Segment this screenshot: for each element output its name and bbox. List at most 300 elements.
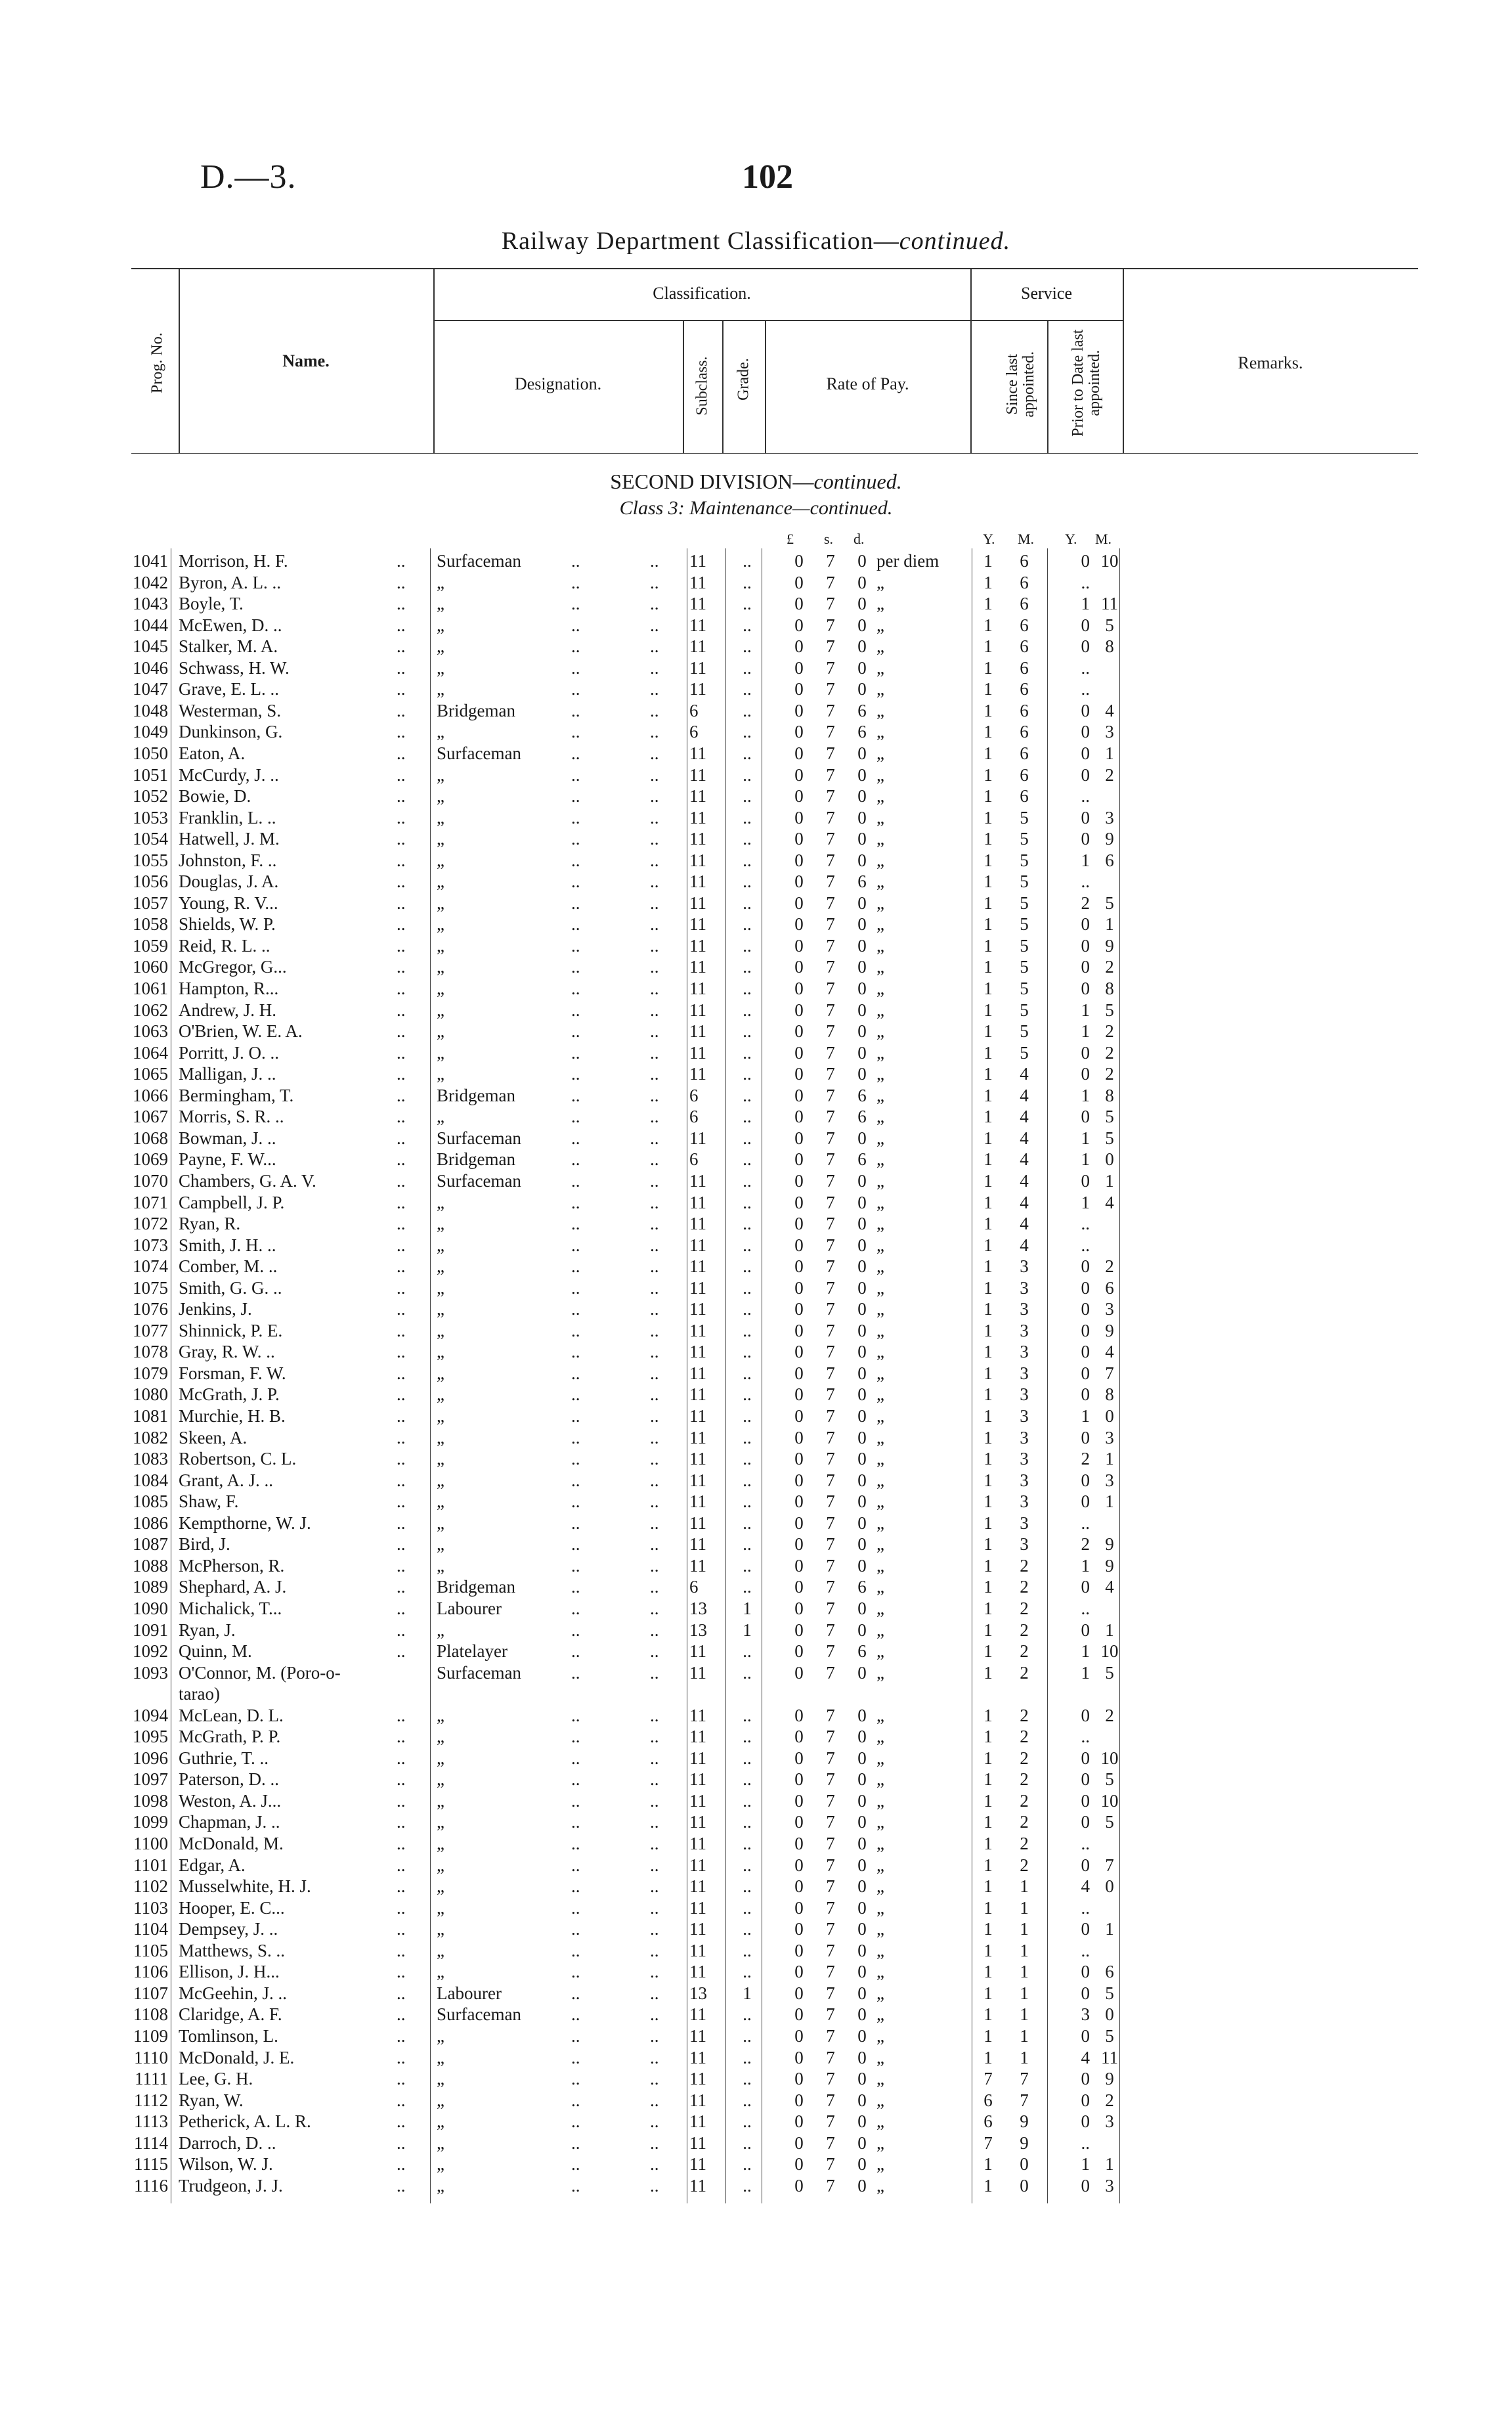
subclass: 6 [689, 1577, 699, 1597]
pay-pence: 0 [857, 2069, 867, 2089]
service-months-since: 4 [1020, 1214, 1029, 1234]
grade: .. [743, 1000, 752, 1020]
service-months-prior: 2 [1105, 2090, 1114, 2110]
leader-dots: .. [650, 1256, 659, 1277]
service-months-since: 3 [1020, 1491, 1029, 1512]
employee-name: Jenkins, J. [179, 1299, 252, 1319]
leader-dots: .. [571, 1790, 580, 1811]
prog-no: 1103 [133, 1897, 168, 1918]
prog-no: 1110 [134, 2047, 168, 2067]
grade: .. [743, 1170, 752, 1191]
subclass: 11 [689, 1064, 706, 1084]
service-months-prior: 9 [1105, 1555, 1114, 1576]
pay-pounds: 0 [794, 1170, 804, 1191]
table-row [0, 1576, 1512, 1597]
leader-dots: .. [397, 1235, 406, 1255]
employee-name: Petherick, A. L. R. [179, 2111, 311, 2132]
leader-dots: .. [650, 1406, 659, 1426]
grade: .. [743, 1577, 752, 1597]
service-years-prior: 0 [1081, 1919, 1090, 1939]
service-months-prior: 5 [1105, 1983, 1114, 2003]
pay-pounds: 0 [794, 1406, 804, 1426]
leader-dots: .. [397, 551, 406, 571]
designation: „ [437, 1555, 444, 1576]
leader-dots: .. [397, 1620, 406, 1640]
service-months-prior: 8 [1105, 979, 1114, 998]
employee-name: Kempthorne, W. J. [179, 1512, 311, 1533]
leader-dots: .. [397, 979, 406, 998]
prog-no: 1094 [133, 1705, 168, 1725]
pay-pounds: 0 [794, 2090, 804, 2110]
pay-period: „ [876, 2025, 884, 2046]
table-row [0, 1363, 1512, 1384]
prog-no: 1062 [133, 1000, 168, 1020]
service-years-prior: .. [1081, 1834, 1090, 1853]
service-months-prior: 10 [1100, 1790, 1119, 1811]
prog-no: 1083 [133, 1449, 168, 1469]
pay-pounds: 0 [794, 1277, 804, 1298]
pay-pounds: 0 [794, 2175, 804, 2196]
prog-no: 1049 [133, 722, 168, 742]
leader-dots: .. [397, 2047, 406, 2067]
service-years-since: 1 [983, 2025, 993, 2046]
designation: „ [437, 636, 444, 657]
service-months-since: 2 [1020, 1855, 1029, 1875]
subclass: 11 [689, 1876, 706, 1897]
leader-dots: .. [571, 1662, 580, 1683]
pay-shillings: 7 [826, 1512, 835, 1533]
service-years-prior: 0 [1081, 1363, 1090, 1383]
pay-pence: 0 [857, 914, 867, 935]
subclass: 11 [689, 1449, 706, 1469]
prog-no: 1095 [133, 1727, 168, 1747]
leader-dots: .. [571, 1962, 580, 1982]
grade: .. [743, 1662, 752, 1683]
leader-dots: .. [571, 1727, 580, 1747]
leader-dots: .. [650, 1834, 659, 1853]
service-years-prior: 0 [1081, 615, 1090, 635]
service-years-prior: 0 [1081, 1320, 1090, 1340]
service-months-prior: 2 [1105, 1064, 1114, 1084]
prog-no: 1079 [133, 1363, 168, 1383]
leader-dots: .. [571, 1705, 580, 1725]
pay-period: „ [876, 2069, 884, 2089]
designation: Labourer [437, 1983, 502, 2003]
table-row [0, 1149, 1512, 1170]
pay-period: „ [876, 1149, 884, 1170]
pay-pence: 0 [857, 1363, 867, 1383]
service-months-prior: 4 [1105, 1192, 1114, 1212]
leader-dots: .. [571, 1320, 580, 1340]
leader-dots: .. [397, 807, 406, 828]
pay-pence: 0 [857, 935, 867, 956]
leader-dots: .. [397, 1897, 406, 1918]
designation: „ [437, 1406, 444, 1426]
pay-pence: 0 [857, 807, 867, 828]
prog-no: 1104 [133, 1919, 168, 1939]
leader-dots: .. [397, 1512, 406, 1533]
table-row [0, 2025, 1512, 2046]
prog-no: 1069 [133, 1149, 168, 1170]
pay-period: „ [876, 893, 884, 913]
service-years-since: 1 [983, 1299, 993, 1319]
service-months-prior: 0 [1105, 2004, 1114, 2025]
pay-shillings: 7 [826, 872, 835, 892]
service-months-since: 5 [1020, 935, 1029, 956]
pay-shillings: 7 [826, 636, 835, 657]
grade: .. [743, 2111, 752, 2132]
service-months-prior: 4 [1105, 1342, 1114, 1362]
leader-dots: .. [650, 1149, 659, 1170]
employee-name: Grave, E. L. .. [179, 679, 279, 699]
service-years-prior: .. [1081, 1512, 1090, 1533]
service-years-prior: .. [1081, 679, 1090, 699]
subclass: 11 [689, 743, 706, 763]
pay-shillings: 7 [826, 1427, 835, 1447]
service-months-since: 1 [1020, 1983, 1029, 2003]
service-months-since: 4 [1020, 1149, 1029, 1170]
grade: .. [743, 1705, 752, 1725]
pay-pounds: 0 [794, 2004, 804, 2025]
pay-pence: 0 [857, 1598, 867, 1618]
designation: „ [437, 615, 444, 635]
leader-dots: .. [397, 636, 406, 657]
prog-no: 1115 [134, 2154, 168, 2174]
service-years-prior: 0 [1081, 807, 1090, 828]
grade: .. [743, 1769, 752, 1790]
leader-dots: .. [650, 1363, 659, 1383]
service-months-since: 2 [1020, 1555, 1029, 1576]
service-months-prior: 6 [1105, 1962, 1114, 1982]
subclass: 11 [689, 850, 706, 870]
col-header-prior-to-date: Prior to Date last appointed. [1069, 329, 1103, 437]
subclass: 11 [689, 2004, 706, 2025]
grade: .. [743, 1384, 752, 1405]
service-months-since: 2 [1020, 1598, 1029, 1618]
leader-dots: .. [397, 1342, 406, 1362]
employee-name: McCurdy, J. .. [179, 764, 279, 785]
table-row [0, 1662, 1512, 1683]
service-months-prior: 11 [1101, 594, 1118, 614]
prog-no: 1070 [133, 1170, 168, 1191]
service-months-prior: 9 [1105, 1320, 1114, 1340]
service-months-prior: 7 [1105, 1363, 1114, 1383]
service-years-since: 1 [983, 1748, 993, 1768]
service-years-prior: 1 [1081, 1128, 1090, 1148]
employee-name: Westerman, S. [179, 700, 282, 720]
leader-dots: .. [650, 1598, 659, 1618]
service-months-since: 4 [1020, 1107, 1029, 1127]
leader-dots: .. [650, 1919, 659, 1939]
subclass: 11 [689, 1834, 706, 1853]
service-years-prior: 0 [1081, 1042, 1090, 1063]
pay-shillings: 7 [826, 1897, 835, 1918]
pay-pence: 0 [857, 957, 867, 977]
leader-dots: .. [650, 1107, 659, 1127]
subclass: 11 [689, 1897, 706, 1918]
subclass: 11 [689, 807, 706, 828]
prog-no: 1080 [133, 1384, 168, 1405]
service-months-since: 9 [1020, 2111, 1029, 2132]
grade: .. [743, 1641, 752, 1662]
service-months-since: 6 [1020, 743, 1029, 763]
leader-dots: .. [571, 1577, 580, 1597]
designation: Surfaceman [437, 551, 521, 571]
service-months-since: 2 [1020, 1790, 1029, 1811]
employee-name: McLean, D. L. [179, 1705, 284, 1725]
prog-no: 1109 [133, 2025, 168, 2046]
table-row [0, 1085, 1512, 1106]
pay-pounds: 0 [794, 1769, 804, 1790]
leader-dots: .. [571, 2175, 580, 2196]
pay-period: „ [876, 1363, 884, 1383]
pay-period: „ [876, 1277, 884, 1298]
leader-dots: .. [650, 2004, 659, 2025]
designation: „ [437, 807, 444, 828]
leader-dots: .. [397, 957, 406, 977]
pay-period: „ [876, 1427, 884, 1447]
leader-dots: .. [397, 1449, 406, 1469]
leader-dots: .. [650, 1042, 659, 1063]
table-row [0, 871, 1512, 892]
leader-dots: .. [397, 1598, 406, 1618]
pay-shillings: 7 [826, 722, 835, 742]
pay-pence: 0 [857, 1620, 867, 1640]
pay-period: „ [876, 1641, 884, 1662]
leader-dots: .. [571, 1940, 580, 1960]
grade: .. [743, 893, 752, 913]
col-header-subclass: Subclass. [693, 356, 711, 416]
pay-pence: 0 [857, 636, 867, 657]
subclass: 11 [689, 1812, 706, 1832]
service-years-since: 1 [983, 1107, 993, 1127]
employee-name: Shaw, F. [179, 1491, 239, 1512]
pay-shillings: 7 [826, 2132, 835, 2153]
grade: .. [743, 572, 752, 592]
leader-dots: .. [397, 1085, 406, 1105]
subclass: 11 [689, 1470, 706, 1490]
leader-dots: .. [571, 1064, 580, 1084]
pay-period: „ [876, 872, 884, 892]
service-years-since: 1 [983, 1384, 993, 1405]
service-years-prior: 0 [1081, 2069, 1090, 2089]
service-years-prior: 0 [1081, 1769, 1090, 1790]
service-months-prior: 9 [1105, 935, 1114, 956]
service-years-since: 1 [983, 1940, 993, 1960]
service-years-since: 1 [983, 572, 993, 592]
leader-dots: .. [650, 551, 659, 571]
service-years-prior: 0 [1081, 636, 1090, 657]
grade: .. [743, 2132, 752, 2153]
table-row [0, 1427, 1512, 1448]
service-years-prior: 0 [1081, 722, 1090, 742]
employee-name: O'Brien, W. E. A. [179, 1021, 303, 1042]
leader-dots: .. [571, 893, 580, 913]
subclass: 11 [689, 1790, 706, 1811]
leader-dots: .. [650, 1384, 659, 1405]
designation: „ [437, 1940, 444, 1960]
service-months-since: 2 [1020, 1769, 1029, 1790]
table-row [0, 1192, 1512, 1213]
grade: .. [743, 829, 752, 849]
leader-dots: .. [571, 679, 580, 699]
table-row [0, 785, 1512, 806]
table-row [0, 700, 1512, 721]
employee-name: Dunkinson, G. [179, 722, 283, 742]
prog-no: 1088 [133, 1555, 168, 1576]
subclass: 11 [689, 615, 706, 635]
leader-dots: .. [571, 1427, 580, 1447]
leader-dots: .. [397, 657, 406, 678]
pay-period: „ [876, 1555, 884, 1576]
pay-pence: 0 [857, 1534, 867, 1555]
leader-dots: .. [397, 829, 406, 849]
grade: .. [743, 979, 752, 998]
service-years-prior: 0 [1081, 1384, 1090, 1405]
employee-name: Chapman, J. .. [179, 1812, 280, 1832]
designation: „ [437, 1834, 444, 1853]
pay-pence: 0 [857, 551, 867, 571]
service-months-since: 4 [1020, 1235, 1029, 1255]
leader-dots: .. [650, 636, 659, 657]
service-years-prior: 0 [1081, 1577, 1090, 1597]
service-months-prior: 5 [1105, 1000, 1114, 1020]
pay-pounds: 0 [794, 807, 804, 828]
pay-pence: 0 [857, 2154, 867, 2174]
pay-pounds: 0 [794, 1812, 804, 1832]
service-months-since: 2 [1020, 1705, 1029, 1725]
table-row [0, 1405, 1512, 1426]
service-years-since: 6 [983, 2090, 993, 2110]
service-years-since: 1 [983, 1449, 993, 1469]
service-years-since: 1 [983, 807, 993, 828]
grade: .. [743, 2004, 752, 2025]
service-months-since: 5 [1020, 829, 1029, 849]
service-years-since: 1 [983, 829, 993, 849]
table-row [0, 1042, 1512, 1063]
pay-pounds: 0 [794, 764, 804, 785]
pay-pence: 0 [857, 1021, 867, 1042]
pay-pounds: 0 [794, 1192, 804, 1212]
employee-name: Reid, R. L. .. [179, 935, 270, 956]
table-row [0, 1876, 1512, 1897]
pay-pounds: 0 [794, 743, 804, 763]
employee-name: Quinn, M. [179, 1641, 252, 1662]
service-years-prior: 1 [1081, 2154, 1090, 2174]
grade: .. [743, 914, 752, 935]
pay-shillings: 7 [826, 850, 835, 870]
pay-pounds: 0 [794, 1000, 804, 1020]
prog-no: 1098 [133, 1790, 168, 1811]
service-years-since: 1 [983, 1021, 993, 1042]
leader-dots: .. [571, 829, 580, 849]
service-months-prior: 3 [1105, 2111, 1114, 2132]
prog-no: 1099 [133, 1812, 168, 1832]
designation: Surfaceman [437, 1662, 521, 1683]
service-months-since: 3 [1020, 1449, 1029, 1469]
employee-name: Morrison, H. F. [179, 551, 288, 571]
leader-dots: .. [571, 2090, 580, 2110]
prog-no: 1063 [133, 1021, 168, 1042]
pay-period: „ [876, 636, 884, 657]
pay-pounds: 0 [794, 2132, 804, 2153]
service-months-since: 6 [1020, 700, 1029, 720]
pay-shillings: 7 [826, 1064, 835, 1084]
service-months-prior: 3 [1105, 2175, 1114, 2196]
service-years-prior: 1 [1081, 594, 1090, 614]
prog-no: 1084 [133, 1470, 168, 1490]
prog-no: 1051 [133, 764, 168, 785]
employee-name: Boyle, T. [179, 594, 244, 614]
service-years-since: 7 [983, 2132, 993, 2153]
leader-dots: .. [397, 1962, 406, 1982]
pay-shillings: 7 [826, 1727, 835, 1747]
service-months-prior: 10 [1100, 1641, 1119, 1662]
leader-dots: .. [650, 1855, 659, 1875]
leader-dots: .. [397, 615, 406, 635]
designation: „ [437, 935, 444, 956]
prog-no: 1074 [133, 1256, 168, 1277]
grade: .. [743, 1342, 752, 1362]
subclass: 6 [689, 1107, 699, 1127]
leader-dots: .. [650, 1705, 659, 1725]
table-row [0, 1128, 1512, 1149]
pay-period: „ [876, 1940, 884, 1960]
table-row [0, 721, 1512, 742]
service-years-since: 1 [983, 1812, 993, 1832]
service-years-since: 1 [983, 1727, 993, 1747]
table-row [0, 1000, 1512, 1021]
employee-name: Shields, W. P. [179, 914, 276, 935]
prog-no: 1085 [133, 1491, 168, 1512]
table-row [0, 1341, 1512, 1362]
designation: „ [437, 1214, 444, 1234]
prog-no: 1073 [133, 1235, 168, 1255]
service-years-since: 1 [983, 1427, 993, 1447]
leader-dots: .. [397, 1384, 406, 1405]
leader-dots: .. [397, 2111, 406, 2132]
service-years-prior: 2 [1081, 1534, 1090, 1555]
pay-shillings: 7 [826, 1384, 835, 1405]
pay-shillings: 7 [826, 764, 835, 785]
leader-dots: .. [571, 1000, 580, 1020]
designation: „ [437, 850, 444, 870]
service-years-prior: 0 [1081, 1342, 1090, 1362]
pay-pence: 0 [857, 1834, 867, 1853]
service-months-since: 4 [1020, 1170, 1029, 1191]
service-years-prior: .. [1081, 1727, 1090, 1747]
leader-dots: .. [650, 1940, 659, 1960]
section-title-continued: continued. [813, 470, 902, 493]
grade: .. [743, 1277, 752, 1298]
leader-dots: .. [571, 1919, 580, 1939]
designation: „ [437, 1620, 444, 1640]
designation: „ [437, 572, 444, 592]
leader-dots: .. [571, 2154, 580, 2174]
leader-dots: .. [650, 1449, 659, 1469]
prog-no: 1065 [133, 1064, 168, 1084]
grade: .. [743, 1727, 752, 1747]
leader-dots: .. [650, 1021, 659, 1042]
prog-no: 1075 [133, 1277, 168, 1298]
leader-dots: .. [650, 1897, 659, 1918]
service-years-since: 1 [983, 1214, 993, 1234]
service-years-prior: .. [1081, 1598, 1090, 1618]
pay-shillings: 7 [826, 1107, 835, 1127]
designation: „ [437, 1235, 444, 1255]
employee-name: Campbell, J. P. [179, 1192, 285, 1212]
subclass: 11 [689, 1384, 706, 1405]
